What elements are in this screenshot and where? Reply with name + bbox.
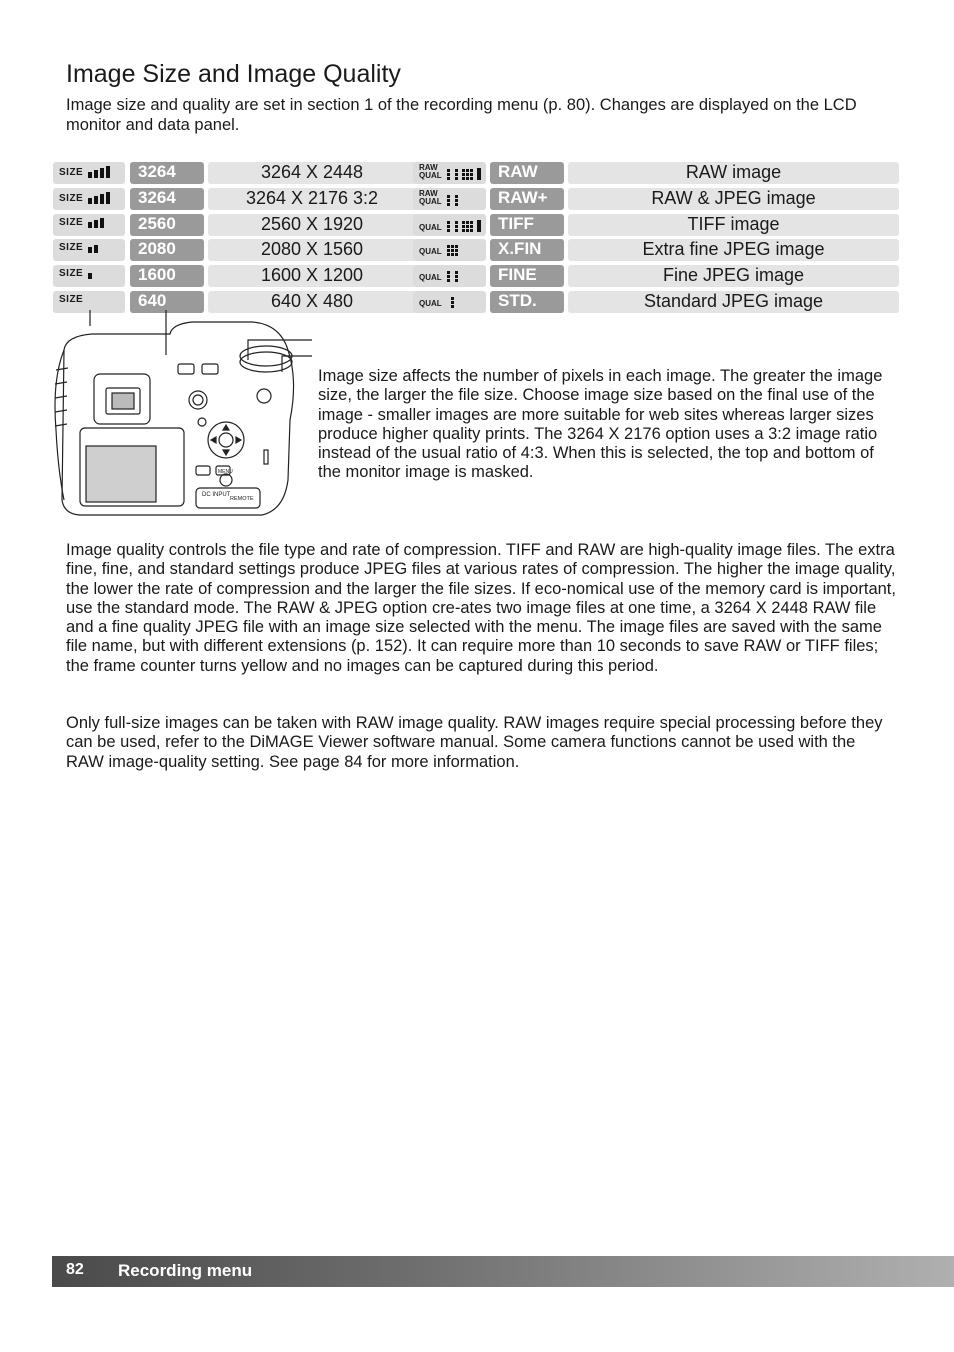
raw-label: RAW xyxy=(419,188,438,198)
quality-code: RAW+ xyxy=(490,188,564,210)
size-icon xyxy=(59,192,110,204)
size-icon-cell xyxy=(53,188,125,210)
size-icon xyxy=(59,269,92,279)
quality-code: TIFF xyxy=(490,214,564,236)
size-bar-icon xyxy=(88,198,92,204)
quality-icon-cell xyxy=(413,188,486,210)
size-row xyxy=(53,265,401,287)
size-code: 3264 xyxy=(130,188,204,210)
quality-icon-cell xyxy=(413,214,486,236)
quality-dots-icon xyxy=(462,221,473,232)
quality-icon-label xyxy=(419,190,442,206)
size-bar-icon xyxy=(94,220,98,228)
page-title: Image Size and Image Quality xyxy=(66,60,401,88)
page-number: 82 xyxy=(66,1261,84,1278)
quality-icon-label xyxy=(419,274,442,282)
size-code: 1600 xyxy=(130,265,204,287)
size-icon xyxy=(59,243,98,253)
quality-icon-cell xyxy=(413,239,486,261)
quality-icon-label xyxy=(419,248,442,256)
intro-paragraph: Image size and quality are set in section 1 of the recording menu (p. 80). Changes are displayed on the LCD monitor and data panel. xyxy=(66,96,857,134)
size-bar-icon xyxy=(106,166,110,178)
quality-description: RAW image xyxy=(568,162,899,184)
image-quality-paragraph: Image quality controls the file type and rate of compression. TIFF and RAW are high-quality image files. The extra fine, fine, and standard settings produce JPEG files at various rates of compression. The higher the image quality, the lower the rate of compression and the larger the file sizes. If eco-nomical use of the memory card is important, use the standard mode. The RAW & JPEG option cre-ates two image files at one time, a 3264 X 2448 RAW file and a fine quality JPEG file with an image size selected with the menu. The image files are saved with the same file name, but with different extensions (p. 152). It can require more than 10 seconds to save RAW or TIFF files; the frame counter turns yellow and no images can be captured during this period. xyxy=(66,541,896,675)
camera-back-illustration xyxy=(52,310,312,525)
size-bar-icon xyxy=(94,170,98,178)
quality-code: RAW xyxy=(490,162,564,184)
size-bar-icon xyxy=(94,245,98,253)
size-icon-label: SIZE xyxy=(59,268,84,280)
image-size-explanation: Image size affects the number of pixels in each image. The greater the image size, the larger the file size. Choose image size based on the final use of the image - smaller images are more suitable for web sites whereas larger sizes produce higher quality prints. The 3264 X 2176 option uses a 3:2 image ratio instead of the usual ratio of 4:3. When this is selected, the top and bottom of the monitor image is masked. xyxy=(318,367,883,482)
size-row xyxy=(53,188,401,210)
size-bar-icon xyxy=(100,218,104,228)
quality-description: TIFF image xyxy=(568,214,899,236)
size-icon-cell xyxy=(53,265,125,287)
size-icon-label: SIZE xyxy=(59,294,84,305)
quality-icon-label xyxy=(419,164,442,180)
section-name: Recording menu xyxy=(118,1261,253,1280)
size-bar-icon xyxy=(100,168,104,178)
size-code: 2080 xyxy=(130,239,204,261)
size-bar-icon xyxy=(88,222,92,228)
size-icon xyxy=(59,166,110,178)
quality-icon-label xyxy=(419,300,442,308)
size-icon-label: SIZE xyxy=(59,167,84,178)
quality-description: RAW & JPEG image xyxy=(568,188,899,210)
dc-input-label: DC INPUT xyxy=(202,492,231,498)
raw-label: RAW xyxy=(419,163,438,172)
size-icon-cell xyxy=(53,162,125,184)
size-description: 3264 X 2176 3:2 xyxy=(208,188,416,210)
size-icon-cell xyxy=(53,214,125,236)
size-bar-icon xyxy=(106,192,110,204)
size-icon-label: SIZE xyxy=(59,216,84,228)
size-bar-icon xyxy=(100,194,104,204)
size-bar-icon xyxy=(94,196,98,204)
quality-dots-icon xyxy=(447,169,458,180)
quality-dots-icon xyxy=(447,297,458,308)
qual-label: QUAL xyxy=(419,222,442,232)
size-description: 640 X 480 xyxy=(208,291,416,313)
quality-icon-cell xyxy=(413,291,486,313)
size-description: 3264 X 2448 xyxy=(208,162,416,184)
quality-bar-icon xyxy=(477,220,481,232)
raw-quality-paragraph: Only full-size images can be taken with RAW image quality. RAW images require special processing before they can be used, refer to the DiMAGE Viewer software manual. Some camera functions cannot be used with the RAW image-quality setting. See page 84 for more information. xyxy=(66,714,883,771)
quality-icon xyxy=(419,190,460,206)
quality-icon xyxy=(419,297,460,308)
size-bar-icon xyxy=(88,247,92,253)
quality-icon xyxy=(419,271,460,282)
menu-label: MENU xyxy=(218,469,233,475)
quality-dots-icon xyxy=(447,221,458,232)
qual-label: QUAL xyxy=(419,247,442,257)
quality-code: X.FIN xyxy=(490,239,564,261)
size-bar-icon xyxy=(88,172,92,178)
size-icon-label: SIZE xyxy=(59,192,84,204)
quality-icon-cell xyxy=(413,162,486,184)
remote-label: REMOTE xyxy=(230,496,254,502)
page-footer xyxy=(52,1256,954,1287)
size-description: 2560 X 1920 xyxy=(208,214,416,236)
quality-icon xyxy=(419,164,481,180)
qual-label: QUAL xyxy=(419,273,442,283)
quality-dots-icon xyxy=(447,271,458,282)
size-row xyxy=(53,239,401,261)
size-row xyxy=(53,162,401,184)
quality-icon xyxy=(419,245,460,256)
size-icon xyxy=(59,295,86,305)
size-code: 640 xyxy=(130,291,204,313)
size-icon xyxy=(59,218,104,228)
size-row xyxy=(53,214,401,236)
size-bar-icon xyxy=(88,273,92,279)
qual-label: QUAL xyxy=(419,196,442,206)
quality-icon-cell xyxy=(413,265,486,287)
quality-icon xyxy=(419,220,481,232)
quality-dots-icon xyxy=(447,195,458,206)
size-description: 2080 X 1560 xyxy=(208,239,416,261)
quality-dots-icon xyxy=(447,245,458,256)
quality-dots-icon xyxy=(462,169,473,180)
quality-bar-icon xyxy=(477,168,481,180)
size-code: 2560 xyxy=(130,214,204,236)
quality-code: STD. xyxy=(490,291,564,313)
qual-label: QUAL xyxy=(419,299,442,308)
quality-description: Standard JPEG image xyxy=(568,291,899,313)
size-icon-cell xyxy=(53,239,125,261)
size-code: 3264 xyxy=(130,162,204,184)
qual-label: QUAL xyxy=(419,171,442,180)
quality-icon-label xyxy=(419,224,442,232)
size-description: 1600 X 1200 xyxy=(208,265,416,287)
quality-code: FINE xyxy=(490,265,564,287)
quality-description: Fine JPEG image xyxy=(568,265,899,287)
size-icon-label: SIZE xyxy=(59,242,84,254)
quality-description: Extra fine JPEG image xyxy=(568,239,899,261)
